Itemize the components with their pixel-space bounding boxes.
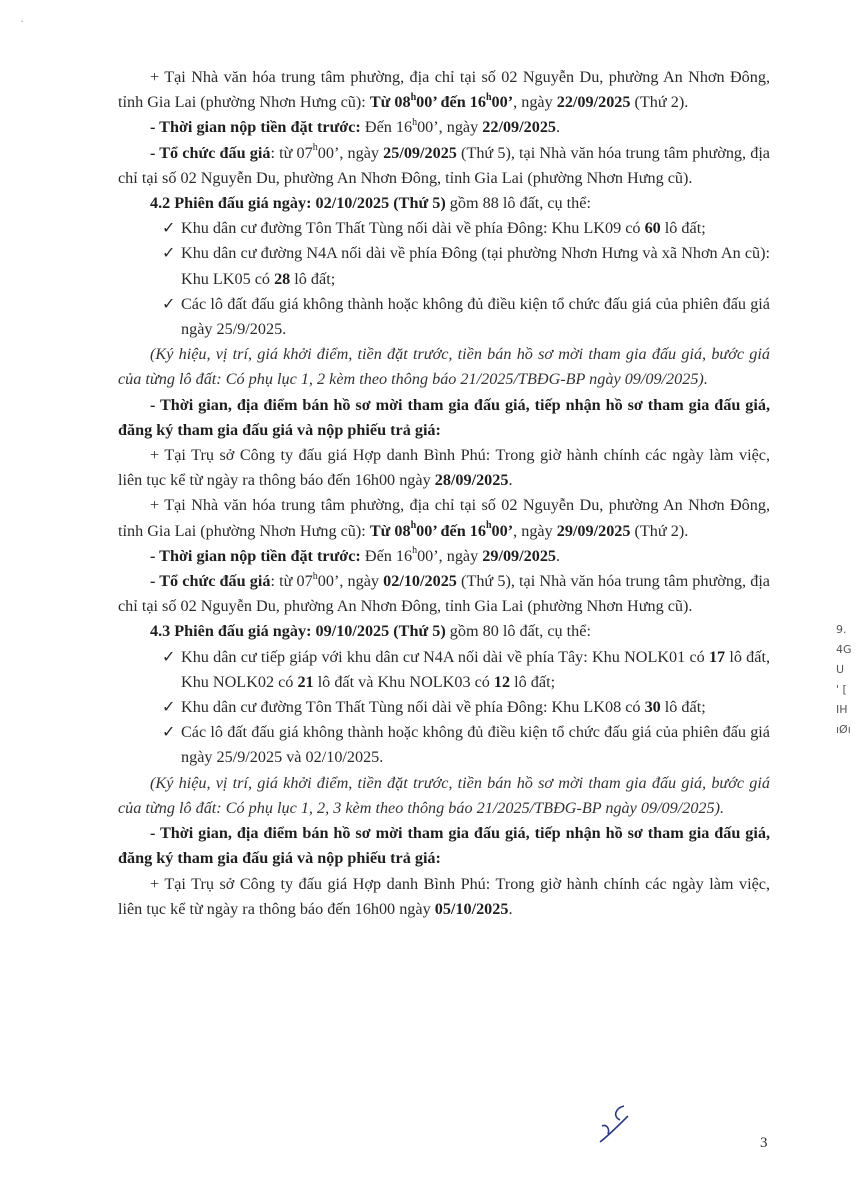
- check-icon: ✓: [162, 244, 176, 263]
- list-item: ✓ Khu dân cư tiếp giáp với khu dân cư N4A nối dài về phía Tây: Khu NOLK01 có 17 lô đất, Khu NOLK02 có 21 lô đất và Khu NOLK03 có 12 lô đất;: [118, 645, 770, 695]
- paragraph-venue-4-2: + Tại Nhà văn hóa trung tâm phường, địa chỉ tại số 02 Nguyễn Du, phường An Nhơn Đông, tỉnh Gia Lai (phường Nhơn Hưng cũ): Từ 08$^h$00’ đến 16$^h$00’, ngày 29/09/2025 (Thứ 2).: [118, 496, 770, 540]
- paragraph-deposit-deadline-4-2: - Thời gian nộp tiền đặt trước: Đến 16$^h$00’, ngày 29/09/2025.: [150, 545, 561, 565]
- paragraph-venue-session1: + Tại Nhà văn hóa trung tâm phường, địa chỉ tại số 02 Nguyễn Du, phường An Nhơn Đông, tỉnh Gia Lai (phường Nhơn Hưng cũ): Từ 08$^h$00’ đến 16$^h$00’, ngày 22/09/2025 (Thứ 2).: [118, 68, 770, 112]
- check-icon: ✓: [162, 219, 176, 238]
- paragraph-auction-organization-session1: - Tổ chức đấu giá: từ 07$^h$00’, ngày 25/09/2025 (Thứ 5), tại Nhà văn hóa trung tâm phường, địa chỉ tại số 02 Nguyễn Du, phường An Nhơn Đông, tỉnh Gia Lai (phường Nhơn Hưng cũ).: [118, 142, 770, 187]
- document-body: [118, 65, 770, 922]
- heading-time-place-4-2: - Thời gian, địa điểm bán hồ sơ mời tham gia đấu giá, tiếp nhận hồ sơ tham gia đấu giá, đăng ký tham gia đấu giá và nộp phiếu trả giá:: [118, 395, 770, 439]
- list-item: ✓ Khu dân cư đường N4A nối dài về phía Đông (tại phường Nhơn Hưng và xã Nhơn An cũ): Khu LK05 có 28 lô đất;: [118, 241, 770, 291]
- list-item: ✓ Khu dân cư đường Tôn Thất Tùng nối dài về phía Đông: Khu LK09 có 60 lô đất;: [118, 216, 770, 241]
- note-appendix-4-2: (Ký hiệu, vị trí, giá khởi điểm, tiền đặt trước, tiền bán hồ sơ mời tham gia đấu giá, bước giá của từng lô đất: Có phụ lục 1, 2 kèm theo thông báo 21/2025/TBĐG-BP ngày 09/09/2025).: [118, 345, 770, 389]
- initials-signature-icon: [594, 1102, 638, 1148]
- note-appendix-4-3: (Ký hiệu, vị trí, giá khởi điểm, tiền đặt trước, tiền bán hồ sơ mời tham gia đấu giá, bước giá của từng lô đất: Có phụ lục 1, 2, 3 kèm theo thông báo 21/2025/TBĐG-BP ngày 09/09/2025).: [118, 773, 770, 817]
- section-heading-4-3: 4.3 Phiên đấu giá ngày: 09/10/2025 (Thứ 5) gồm 80 lô đất, cụ thể:: [150, 622, 591, 641]
- page-number: 3: [760, 1135, 768, 1151]
- check-icon: ✓: [162, 294, 176, 313]
- check-icon: ✓: [162, 723, 176, 742]
- paragraph-auction-organization-4-2: - Tổ chức đấu giá: từ 07$^h$00’, ngày 02/10/2025 (Thứ 5), tại Nhà văn hóa trung tâm phường, địa chỉ tại số 02 Nguyễn Du, phường An Nhơn Đông, tỉnh Gia Lai (phường Nhơn Hưng cũ).: [118, 570, 770, 616]
- check-icon: ✓: [162, 647, 176, 666]
- margin-stamp-fragment: 9. 4G U ' [ IH ıØı: [836, 623, 852, 736]
- scan-speck: ·: [20, 14, 24, 28]
- paragraph-office-hours-4-2: + Tại Trụ sở Công ty đấu giá Hợp danh Bình Phú: Trong giờ hành chính các ngày làm việc, liên tục kể từ ngày ra thông báo đến 16h00 ngày 28/09/2025.: [118, 446, 770, 490]
- paragraph-office-hours-4-3: + Tại Trụ sở Công ty đấu giá Hợp danh Bình Phú: Trong giờ hành chính các ngày làm việc, liên tục kể từ ngày ra thông báo đến 16h00 ngày 05/10/2025.: [118, 874, 770, 918]
- list-item: ✓ Khu dân cư đường Tôn Thất Tùng nối dài về phía Đông: Khu LK08 có 30 lô đất;: [118, 695, 770, 720]
- heading-time-place-4-3: - Thời gian, địa điểm bán hồ sơ mời tham gia đấu giá, tiếp nhận hồ sơ tham gia đấu giá, đăng ký tham gia đấu giá và nộp phiếu trả giá:: [118, 824, 770, 868]
- list-item: ✓ Các lô đất đấu giá không thành hoặc không đủ điều kiện tổ chức đấu giá của phiên đấu giá ngày 25/9/2025 và 02/10/2025.: [118, 720, 770, 770]
- paragraph-deposit-deadline-session1: - Thời gian nộp tiền đặt trước: Đến 16$^h$00’, ngày 22/09/2025.: [150, 117, 561, 137]
- list-item: ✓ Các lô đất đấu giá không thành hoặc không đủ điều kiện tổ chức đấu giá của phiên đấu giá ngày 25/9/2025.: [118, 292, 770, 342]
- section-heading-4-2: 4.2 Phiên đấu giá ngày: 02/10/2025 (Thứ 5) gồm 88 lô đất, cụ thể:: [150, 194, 591, 213]
- check-icon: ✓: [162, 698, 176, 717]
